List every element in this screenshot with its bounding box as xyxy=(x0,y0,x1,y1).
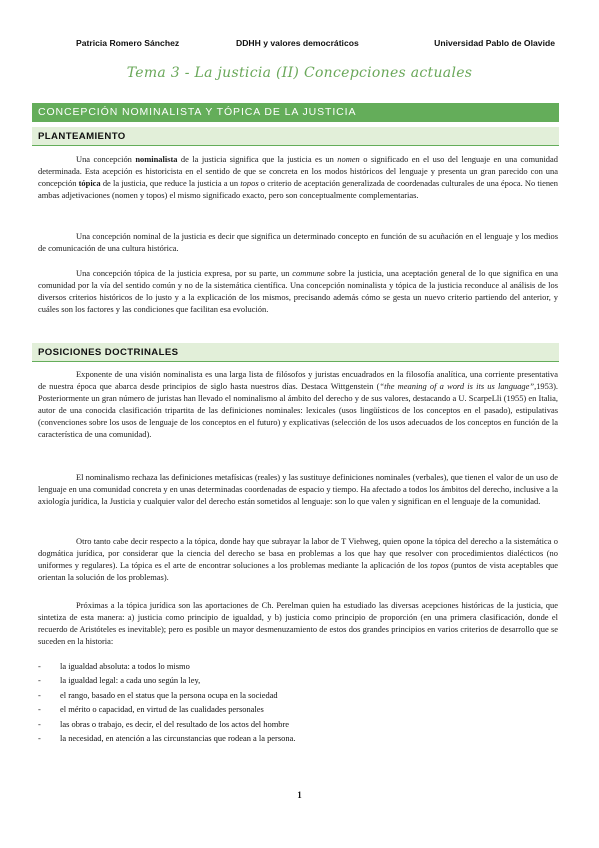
page-header xyxy=(76,38,555,50)
list-item: - la igualdad legal: a cada uno según la ley, xyxy=(38,673,558,687)
header-university: Universidad Pablo de Olavide xyxy=(434,38,555,48)
document-title: Tema 3 - La justicia (II) Concepciones actuales xyxy=(126,65,473,81)
section-heading-planteamiento: PLANTEAMIENTO xyxy=(32,127,559,146)
paragraph-wittgenstein: Exponente de una visión nominalista es una larga lista de filósofos y juristas encuadrados en la filosofía analítica, una corriente presentativa de nuestra época que abarca desde principios de siglo hasta nuestros días. Destaca Wittgenstein (“the meaning of a word is its us language”,1953). Posteriormente un gran número de juristas han llevado el nominalismo al ámbito del derecho y de sus valores, destacando a U. ScarpeLli (1955) en Italia, autor de una conocida clasificación tripartita de las definiciones nominales: lexicales (usos lingüísticos de los conceptos en el pasado), estipulativas (convenciones sobre los usos de lenguaje de los conceptos en el futuro) y explicativas (selección de los usos adecuados de los conceptos en función de la característica de una comunidad). xyxy=(38,369,558,440)
list-item: - las obras o trabajo, es decir, el del resultado de los actos del hombre xyxy=(38,717,558,731)
chapter-banner: CONCEPCIÓN NOMINALISTA Y TÓPICA DE LA JUSTICIA xyxy=(32,103,559,122)
paragraph-topica: Una concepción tópica de la justicia expresa, por su parte, un commune sobre la justicia, una aceptación general de lo que significa en una comunidad por la vía del sentido común y no de la sistemática científica. Una concepción nominalista y tópica de la justicia reconduce al análisis de los diversos criterios históricos de lo justo y a la explicación de los mismos, precisando además cómo se gesta un nuevo criterio partiendo del anterior, y cuáles son los factores y las condiciones que facilitan esa evolución. xyxy=(38,268,559,315)
paragraph-perelman: Próximas a la tópica jurídica son las aportaciones de Ch. Perelman quien ha estudiado las diversas acepciones históricas de la justicia, que sintetiza de esta manera: a) justicia como principio de igualdad, y b) justicia como principio de proporción (en una primera clasificación, donde el recuerdo de Aristóteles es inevitable); pero es posible un mayor desmenuzamiento de estos dos grandes principios en varios criterios de desarrollo que se suceden en la historia: xyxy=(38,600,558,647)
list-item: - la necesidad, en atención a las circunstancias que rodean a la persona. xyxy=(38,731,558,745)
page-number: 1 xyxy=(297,790,302,800)
paragraph-nominalista: Una concepción nominalista de la justicia significa que la justicia es un nomen o significado en el uso del lenguaje en una comunidad determinada. Esta acepción es historicista en el sentido de que se concreta en los modos históricos del lenguaje y presenta un gran parecido con una concepción tópica de la justicia, que reduce la justicia a un topos o criterio de aceptación generalizada de coordenadas culturales de una época. No tienen ambas adjetivaciones (nomen y topos) el mismo significado exacto, pero son conceptualmente complementarias. xyxy=(38,154,559,201)
paragraph-viehweg: Otro tanto cabe decir respecto a la tópica, donde hay que subrayar la labor de T Viehweg, quien opone la tópica del derecho a la sistemática o dogmática jurídica, por considerar que la ciencia del derecho se basa en problemas a los que hay que resolver con procedimientos dialécticos (no uniformes y regulares). La tópica es el arte de encontrar soluciones a los problemas mediante la aplicación de los topos (puntos de vista aceptables que orientan la solución de los problemas). xyxy=(38,536,558,583)
header-author: Patricia Romero Sánchez xyxy=(76,38,180,48)
list-item: - el mérito o capacidad, en virtud de las cualidades personales xyxy=(38,702,558,716)
section-heading-posiciones: POSICIONES DOCTRINALES xyxy=(32,343,559,362)
header-subject: DDHH y valores democráticos xyxy=(236,38,359,48)
list-item: - la igualdad absoluta: a todos lo mismo xyxy=(38,659,558,673)
paragraph-nominalismo: El nominalismo rechaza las definiciones metafísicas (reales) y las sustituye definiciones nominales (verbales), que tienen el valor de un uso de lenguaje en una comunidad concreta y en unas determinadas coordenadas de espacio y tiempo. Ha afectado a todos los ámbitos del derecho, inclusive a la axiología jurídica, la Justicia y cualquier valor del derecho están sometidos al lenguaje: son lo que valen y significan en el lenguaje de la comunidad. xyxy=(38,472,558,507)
paragraph-nominal: Una concepción nominal de la justicia es decir que significa un determinado concepto en función de su acuñación en el lenguaje y los medios de comunicación de una cultura histórica. xyxy=(38,231,558,254)
criteria-list xyxy=(38,659,558,745)
list-item: - el rango, basado en el status que la persona ocupa en la sociedad xyxy=(38,688,558,702)
